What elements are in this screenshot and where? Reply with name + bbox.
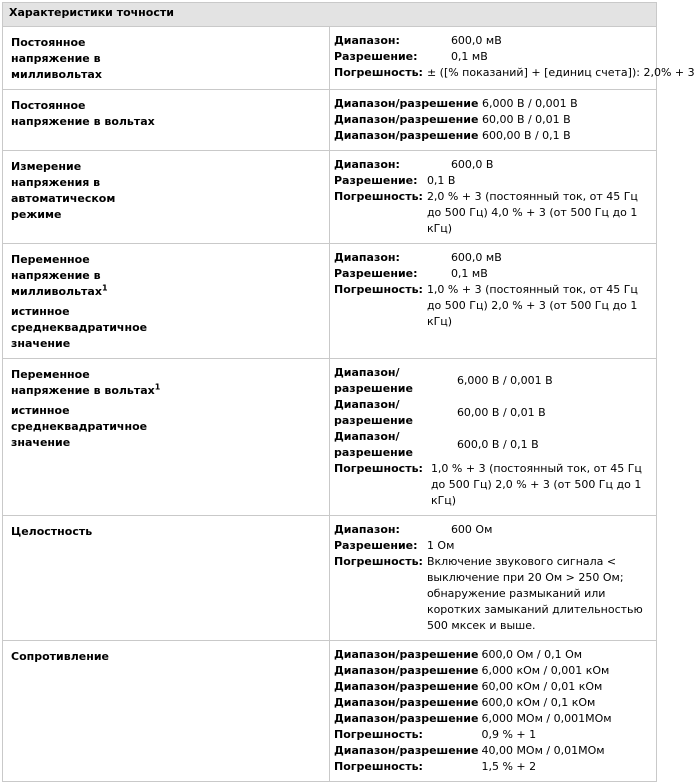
range-value: 6,000 В / 0,001 В [456,374,553,387]
label-line: Целостность [11,525,93,538]
range-value: 60,00 В / 0,01 В [481,113,571,126]
table-header: Характеристики точности [3,3,657,27]
label-line [11,383,323,399]
row-label [3,244,330,359]
range-key: Диапазон/разрешение [334,696,479,709]
label-line: Сопротивление [11,650,109,663]
kv-table [334,33,695,81]
accuracy-key: Погрешность: [334,555,423,568]
kv-table [334,522,652,634]
range-value: 6,000 МОм / 0,001МОм [481,712,612,725]
label-line: Переменное [11,368,90,381]
range-line [334,96,652,112]
accuracy-spec-table [2,2,695,782]
label-line: режиме [11,208,62,221]
range-key: Диапазон/разрешение [334,712,479,725]
range-line [334,128,652,144]
key-line: разрешение [334,446,413,459]
range-value: 600,0 В [450,158,494,171]
table-row-dc-volts [3,90,657,151]
range-key: Диапазон: [334,158,400,171]
row-values [330,27,695,90]
range-key: Диапазон/разрешение [334,680,479,693]
row-label [3,359,330,516]
key-line: Диапазон/ [334,430,400,443]
accuracy-key: Погрешность: [334,283,423,296]
row-values [330,641,657,782]
accuracy-key: Погрешность: [334,190,423,203]
resolution-key: Разрешение: [334,539,418,552]
table-row-continuity [3,516,657,641]
accuracy-value: 1,0 % + 3 (постоянный ток, от 45 Гц до 500 Гц) 2,0 % + 3 (от 500 Гц до 1 кГц) [430,462,642,507]
resolution-key: Разрешение: [334,50,418,63]
resolution-value: 0,1 мВ [450,50,488,63]
row-label [3,516,330,641]
label-text: напряжение в вольтах [11,384,155,397]
accuracy-value: 2,0 % + 3 (постоянный ток, от 45 Гц до 500 Гц) 4,0 % + 3 (от 500 Гц до 1 кГц) [426,190,638,235]
label-line [11,284,323,300]
row-values [330,151,657,244]
range-value: 600 Ом [450,523,493,536]
row-label [3,90,330,151]
range-key: Диапазон: [334,523,400,536]
label-line: милливольтах [11,68,102,81]
accuracy-key: Погрешность: [334,462,423,475]
range-key [334,365,423,397]
table-row-auto-voltage [3,151,657,244]
row-label [3,151,330,244]
range-key [334,429,423,461]
range-value: 600,0 кОм / 0,1 кОм [481,696,596,709]
row-label [3,27,330,90]
range-value: 60,00 кОм / 0,01 кОм [481,680,603,693]
resolution-value: 1 Ом [426,539,455,552]
footnote-marker: 1 [154,382,161,392]
key-line: Диапазон/ [334,398,400,411]
row-label [3,641,330,782]
range-key: Диапазон: [334,251,400,264]
row-values [330,244,657,359]
label-line: истинное [11,404,70,417]
label-line: среднеквадратичное [11,420,148,433]
key-line: Диапазон/ [334,366,400,379]
accuracy-value: ± ([% показаний] + [единиц счета]): 2,0% + 3 [426,66,695,79]
resolution-value: 0,1 В [426,174,456,187]
range-value: 60,00 В / 0,01 В [456,406,546,419]
range-value: 600,0 В / 0,1 В [456,438,539,451]
footnote-marker: 1 [101,283,108,293]
accuracy-value: 1,0 % + 3 (постоянный ток, от 45 Гц до 500 Гц) 2,0 % + 3 (от 500 Гц до 1 кГц) [426,283,638,328]
table-row-resistance [3,641,657,782]
key-line: разрешение [334,382,413,395]
kv-table [334,157,652,237]
label-line: автоматическом [11,192,116,205]
kv-table [334,365,652,509]
kv-table [334,250,652,330]
table-row-ac-volts [3,359,657,516]
row-values [330,90,657,151]
label-line: напряжение в [11,269,101,282]
label-line: напряжение в [11,52,101,65]
label-line: Постоянное [11,36,86,49]
row-values [330,359,657,516]
range-key: Диапазон/разрешение [334,97,479,110]
accuracy-value: Включение звукового сигнала < выключение при 20 Ом > 250 Ом; обнаружение размыканий или коротких замыканий длительностью 500 мксек и выше. [426,555,643,632]
accuracy-value: 1,5 % + 2 [481,760,537,773]
label-line: истинное [11,305,70,318]
range-value: 600,0 Ом / 0,1 Ом [481,648,583,661]
range-key: Диапазон/разрешение [334,129,479,142]
kv-table [334,647,612,775]
table-row-dc-millivolts [3,27,657,90]
range-key: Диапазон/разрешение [334,113,479,126]
range-value: 600,00 В / 0,1 В [481,129,571,142]
range-value: 6,000 В / 0,001 В [481,97,578,110]
key-line: разрешение [334,414,413,427]
range-value: 6,000 кОм / 0,001 кОм [481,664,610,677]
label-line: среднеквадратичное [11,321,148,334]
label-line: напряжения в [11,176,101,189]
resolution-value: 0,1 мВ [450,267,488,280]
range-key: Диапазон/разрешение [334,664,479,677]
range-value: 40,00 МОм / 0,01МОм [481,744,605,757]
resolution-key: Разрешение: [334,174,418,187]
label-line: напряжение в вольтах [11,115,155,128]
accuracy-key: Погрешность: [334,728,423,741]
accuracy-key: Погрешность: [334,66,423,79]
accuracy-key: Погрешность: [334,760,423,773]
resolution-key: Разрешение: [334,267,418,280]
range-key [334,397,423,429]
range-line [334,112,652,128]
label-line: значение [11,337,71,350]
range-value: 600,0 мВ [450,251,502,264]
accuracy-value: 0,9 % + 1 [481,728,537,741]
label-line: значение [11,436,71,449]
range-key: Диапазон/разрешение [334,744,479,757]
label-line: Измерение [11,160,82,173]
label-line: Постоянное [11,99,86,112]
label-text: милливольтах [11,285,102,298]
range-value: 600,0 мВ [450,34,502,47]
table-row-ac-millivolts [3,244,657,359]
label-line: Переменное [11,253,90,266]
row-values [330,516,657,641]
range-key: Диапазон: [334,34,400,47]
range-key: Диапазон/разрешение [334,648,479,661]
